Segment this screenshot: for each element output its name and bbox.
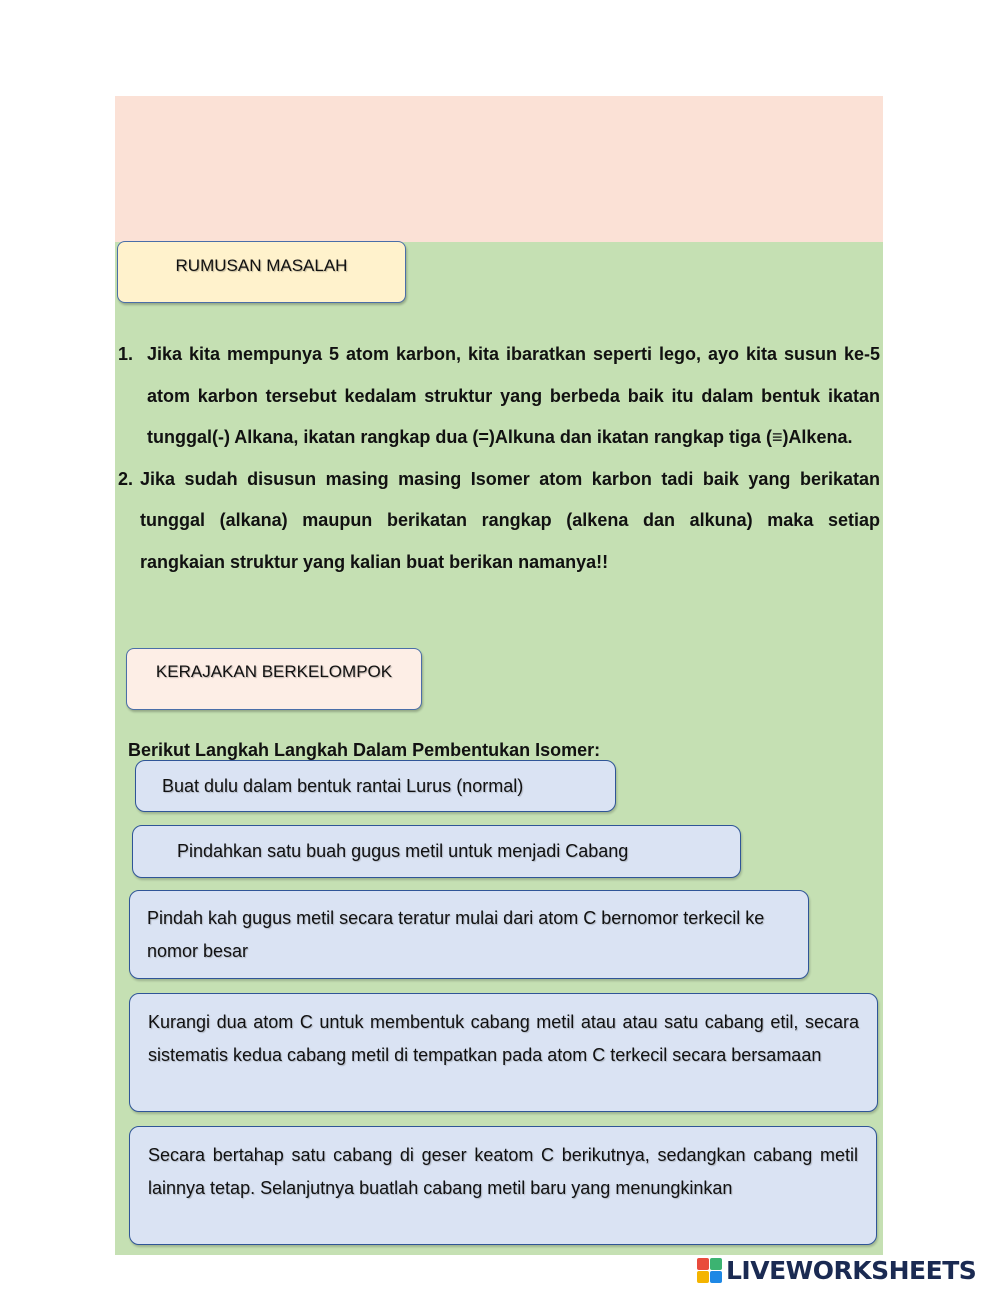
step-text-1: Buat dulu dalam bentuk rantai Lurus (normal)	[162, 776, 524, 796]
problem-text-2: Jika sudah disusun masing masing Isomer atom karbon tadi baik yang berikatan tunggal (alkana) maupun berikatan rangkap (alkena dan alkuna) maka setiap rangkaian struktur yang kalian buat berikan namanya!!	[140, 468, 880, 572]
liveworksheets-logo-icon	[697, 1258, 722, 1283]
rumusan-masalah-text: RUMUSAN MASALAH	[175, 256, 348, 275]
step-box-5	[129, 1126, 877, 1245]
problem-item-1	[118, 334, 880, 459]
kerajakan-berkelompok-text: KERAJAKAN BERKELOMPOK	[155, 662, 393, 681]
liveworksheets-brand[interactable]	[697, 1256, 976, 1284]
problem-text-1: Jika kita mempunya 5 atom karbon, kita ibaratkan seperti lego, ayo kita susun ke-5 atom karbon tersebut kedalam struktur yang berbeda baik itu dalam bentuk ikatan tunggal(-) Alkana, ikatan rangkap dua (=)Alkuna dan ikatan rangkap tiga (≡)Alkena.	[147, 344, 880, 447]
kerajakan-berkelompok-label	[126, 648, 422, 710]
step-text-5: Secara bertahap satu cabang di geser keatom C berikutnya, sedangkan cabang metil lainnya tetap. Selanjutnya buatlah cabang metil baru yang menungkinkan	[148, 1145, 858, 1198]
step-text-4: Kurangi dua atom C untuk membentuk cabang metil atau atau satu cabang etil, secara sistematis kedua cabang metil di tempatkan pada atom C terkecil secara bersamaan	[148, 1012, 859, 1065]
rumusan-masalah-label	[117, 241, 406, 303]
problem-number-2: 2.	[118, 468, 134, 489]
step-text-3: Pindah kah gugus metil secara teratur mulai dari atom C bernomor terkecil ke nomor besar	[147, 908, 765, 961]
logo-square-2	[710, 1258, 722, 1270]
step-box-4	[129, 993, 878, 1112]
step-box-3	[129, 890, 809, 979]
brand-name: LIVEWORKSHEETS	[726, 1255, 977, 1285]
logo-square-4	[710, 1271, 722, 1283]
problem-list	[118, 334, 880, 583]
step-box-1	[135, 760, 616, 812]
steps-heading: Berikut Langkah Langkah Dalam Pembentukan Isomer:	[128, 740, 601, 760]
logo-square-3	[697, 1271, 709, 1283]
step-text-2: Pindahkan satu buah gugus metil untuk menjadi Cabang	[177, 841, 629, 861]
step-box-2	[132, 825, 741, 878]
header-band	[115, 96, 883, 242]
problem-number-1: 1.	[118, 344, 134, 364]
logo-square-1	[697, 1258, 709, 1270]
problem-item-2	[118, 459, 880, 584]
